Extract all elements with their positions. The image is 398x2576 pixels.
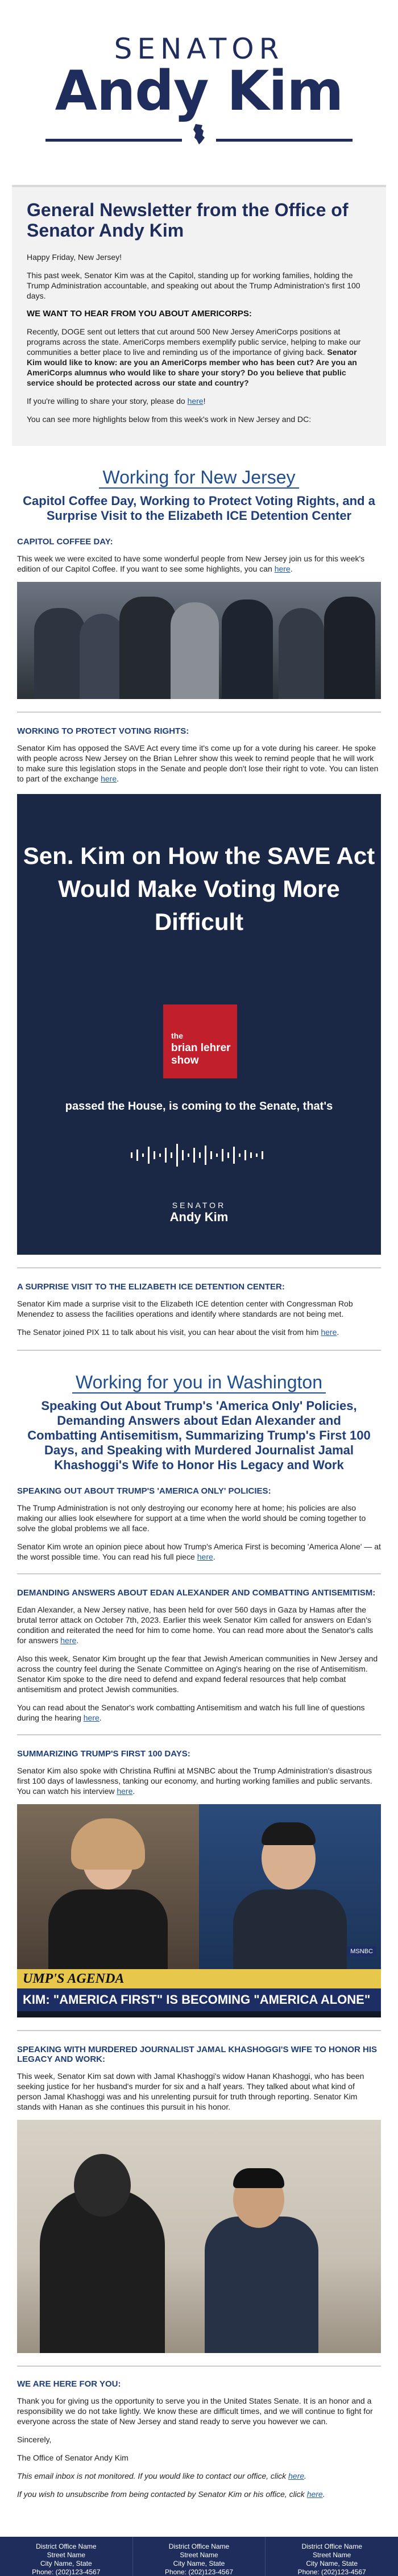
ice-text-2: The Senator joined PIX 11 to talk about his visit, you can hear about the visit from him here. [17, 1328, 339, 1337]
header-logo [0, 0, 398, 185]
nj-section-heading: Working for New Jersey [0, 466, 398, 488]
hundred-days-text: Senator Kim also spoke with Christina Ruffini at MSNBC about the Trump Administration's disastrous first 100 days of lawlessness, tanking our economy, and hurting working families and public servants. You can watch his interview here. [17, 1766, 372, 1796]
divider [17, 1267, 381, 1268]
new-jersey-map-icon [188, 123, 210, 146]
contact-link[interactable]: here [288, 2471, 305, 2480]
dc-section-subheading: Speaking Out About Trump's 'America Only' Policies, Demanding Answers about Edan Alexander and Combatting Antisemitism, Summarizing Trump's First 100 Days, and Speaking with Murdered Journalist Jamal Khashoggi's Wife to Honor His Legacy and Work [27, 1399, 371, 1472]
voting-link[interactable]: here [101, 774, 117, 783]
america-text: The Trump Administration is not only destroying our economy here at home; his policies are also making our allies look elsewhere for support at a time when the world should be coming together to solve the global problems we all face. [17, 1503, 366, 1533]
edan-text-3: You can read about the Senator's work combatting Antisemitism and watch his full line of questions during the hearing here. [17, 1703, 365, 1722]
intro-box [12, 185, 386, 446]
hundred-days-link[interactable]: here [117, 1787, 133, 1796]
edan-text: Edan Alexander, a New Jersey native, has been held for over 560 days in Gaza by Hamas after the brutal terror attack on October 7th, 2023. Earlier this week Senator Kim called for answers on Edan's condition and reiterated the need for him to come home. You can read more about the Senator's calls for answers here. [17, 1605, 374, 1645]
coffee-title: CAPITOL COFFEE DAY: [17, 537, 113, 547]
hundred-days-title: SUMMARIZING TRUMP'S FIRST 100 DAYS: [17, 1749, 190, 1759]
americorps-question: Senator Kim would like to know: are you an AmeriCorps member who has been cut? Are you an AmeriCorps alumnus who would like to share your story? Do you believe that public service should be protected across our state and country? [27, 348, 357, 387]
tv-left-panel [17, 1804, 199, 1969]
edan-link-2[interactable]: here [83, 1713, 100, 1722]
office-card: District Office Name Street Name City Name, State Phone: (202)123-4567 [133, 2537, 266, 2576]
brian-lehrer-badge [163, 1004, 237, 1078]
coffee-link[interactable]: here [274, 564, 291, 573]
no-reply-notice: This email inbox is not monitored. If you would like to contact our office, click here. [17, 2471, 306, 2480]
more-highlights: You can see more highlights below from this week's work in New Jersey and DC: [27, 415, 312, 424]
nj-section-subheading: Capitol Coffee Day, Working to Protect Voting Rights, and a Surprise Visit to the Elizabeth ICE Detention Center [23, 494, 375, 523]
america-text-2: Senator Kim wrote an opinion piece about how Trump's America First is becoming 'America Alone' — at the worst possible time. You can read his full piece here. [17, 1542, 381, 1561]
coffee-text: This week we were excited to have some wonderful people from New Jersey join us for this week's edition of our Capitol Coffee. If you want to see some highlights, you can here. [17, 554, 365, 573]
americorps-text: Recently, DOGE sent out letters that cut around 500 New Jersey AmeriCorps positions at programs across the state. AmeriCorps members exemplify public service, helping to make our communities a better place to live and reminding us of the importance of giving back. Senator Kim would like to know: are you an AmeriCorps member who has been cut? Are you an AmeriCorps alumnus who would like to share your story? Do you believe that public service should be protected across our state and country? [27, 327, 361, 387]
closing-body [0, 2379, 398, 2499]
divider [17, 1734, 381, 1735]
tv-right-panel [199, 1804, 381, 1969]
logo-rule [45, 123, 353, 146]
dc-body [0, 1486, 398, 1796]
logo-senator-text: SENATOR [114, 32, 284, 65]
capitol-coffee-photo [17, 582, 381, 699]
khashoggi-body [0, 2045, 398, 2112]
ice-body [0, 1282, 398, 1337]
divider [17, 712, 381, 713]
khashoggi-text: This week, Senator Kim sat down with Jamal Khashoggi's widow Hanan Khashoggi, who has been seeking justice for her husband's murder for six and a half years. They talked about what kind of person Jamal Khashoggi was and his unrelenting pursuit for truth through reporting. Senator Kim stands with Hanan as she continues this pursuit in his honor. [17, 2071, 364, 2111]
office-card: District Office Name Street Name City Name, State Phone: (202)123-4567 [0, 2537, 133, 2576]
america-title: SPEAKING OUT ABOUT TRUMP'S 'AMERICA ONLY' POLICIES: [17, 1486, 271, 1496]
dc-section-heading: Working for you in Washington [0, 1371, 398, 1393]
tv-ticker: UMP'S AGENDA [17, 1969, 381, 1988]
logo-name-text: Andy Kim [55, 59, 343, 123]
edan-text-2: Also this week, Senator Kim brought up the fear that Jewish American communities in New Jersey and across the country feel during the Senate Committee on Aging's hearing on the rise of Antisemitism. Senator Kim spoke to the dire need to defend and expand federal resources that help combat antisemitism and protect Jewish communities. [17, 1654, 378, 1694]
nj-body [0, 537, 398, 574]
divider [17, 1573, 381, 1574]
ice-link[interactable]: here [321, 1328, 337, 1337]
badge-show-name: brian lehrer show [171, 1042, 231, 1066]
poster-caption: passed the House, is coming to the Senate, that's [65, 1100, 333, 1113]
poster-logo: SENATOR Andy Kim [169, 1201, 229, 1224]
divider [17, 2030, 381, 2031]
america-link[interactable]: here [197, 1552, 213, 1561]
khashoggi-meeting-photo [17, 2120, 381, 2353]
tv-quote-bar: KIM: "AMERICA FIRST" IS BECOMING "AMERICA ALONE" [17, 1988, 381, 2011]
share-story-line: If you're willing to share your story, please do here! [27, 396, 206, 406]
poster-title: Sen. Kim on How the SAVE Act Would Make Voting More Difficult [23, 842, 375, 935]
edan-link[interactable]: here [60, 1636, 77, 1645]
unsubscribe-notice: If you wish to unsubscribe from being contacted by Senator Kim or his office, click here. [17, 2490, 325, 2499]
footer-offices [0, 2537, 398, 2576]
badge-the: the [171, 1031, 183, 1040]
office-card: District Office Name Street Name City Name, State Phone: (202)123-4567 [297, 2542, 366, 2576]
newsletter-title: General Newsletter from the Office of Senator Andy Kim [27, 200, 349, 241]
signature: The Office of Senator Andy Kim [17, 2453, 128, 2462]
share-story-link[interactable]: here [187, 396, 204, 406]
msnbc-logo: MSNBC [347, 1946, 376, 1957]
divider [17, 1350, 381, 1351]
unsubscribe-link[interactable]: here [306, 2490, 323, 2499]
signoff: Sincerely, [17, 2435, 52, 2444]
voting-text: Senator Kim has opposed the SAVE Act every time it's come up for a vote during his career. He spoke with people across New Jersey on the Brian Lehrer show this week to remind people that he will work to make sure this legislation stops in the Senate and people don't lose their right to vote. You can listen to part of the exchange here. [17, 743, 379, 783]
greeting: Happy Friday, New Jersey! [27, 253, 122, 262]
americorps-heading: WE WANT TO HEAR FROM YOU ABOUT AMERICORPS: [27, 309, 252, 319]
khashoggi-title: SPEAKING WITH MURDERED JOURNALIST JAMAL KHASHOGGI'S WIFE TO HONOR HIS LEGACY AND WORK: [17, 2045, 378, 2064]
ice-title: A SURPRISE VISIT TO THE ELIZABETH ICE DETENTION CENTER: [17, 1282, 285, 1292]
edan-title: DEMANDING ANSWERS ABOUT EDAN ALEXANDER AND COMBATTING ANTISEMITISM: [17, 1588, 376, 1598]
closing-title: WE ARE HERE FOR YOU: [17, 2379, 121, 2389]
voting-title: WORKING TO PROTECT VOTING RIGHTS: [17, 726, 189, 736]
closing-text: Thank you for giving us the opportunity to serve you in the United States Senate. It is an honor and a responsibility we do not take lightly. We know these are difficult times, and we will continue to fight for everyone across the state of New Jersey and stand ready to serve you however we can. [17, 2396, 373, 2426]
ice-text: Senator Kim made a surprise visit to the Elizabeth ICE detention center with Congressman Rob Menendez to assess the facilities operations and identify where standards are not being met. [17, 1299, 353, 1318]
intro-summary: This past week, Senator Kim was at the Capitol, standing up for working families, holding the Trump Administration accountable, and speaking out about the Trump Administration's first 100 days. [27, 271, 360, 300]
voting-body [0, 726, 398, 784]
brian-lehrer-video-poster[interactable] [17, 794, 381, 1255]
audio-waveform-icon [131, 1141, 267, 1169]
divider [17, 2366, 381, 2367]
msnbc-interview-photo [17, 1804, 381, 2017]
